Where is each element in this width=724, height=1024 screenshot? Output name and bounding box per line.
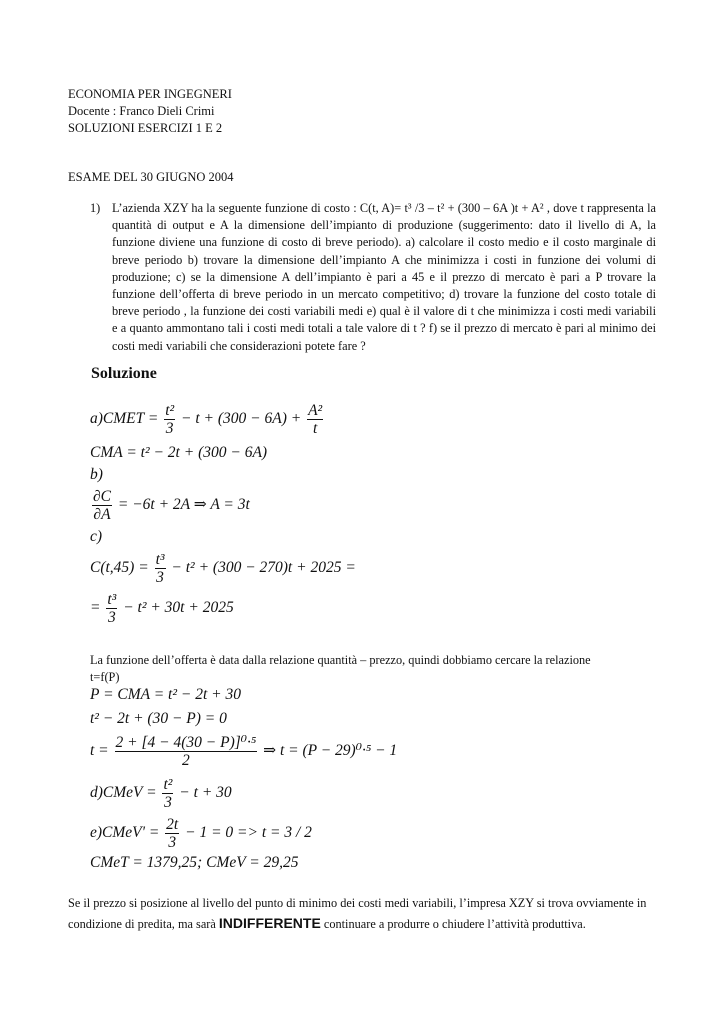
formula-price-eq: P = CMA = t² − 2t + 30: [90, 686, 241, 703]
conclusion-part1: Se il prezzo si posizione al livello del punto di minimo dei costi medi variabili, l’impresa XZY si trova ovviamente in condizione di predita, ma sarà: [68, 896, 647, 931]
frac-num: 2t: [166, 816, 179, 833]
formula-a-mid: − t + (300 − 6A) +: [177, 410, 306, 428]
formula-a-cmet: [90, 402, 325, 437]
question-number: 1): [90, 201, 101, 215]
label-b: b): [90, 466, 103, 483]
course-title: ECONOMIA PER INGEGNERI: [68, 87, 232, 101]
formula-final-values: CMeT = 1379,25; CMeV = 29,25: [90, 854, 299, 871]
formula-d-cmev: [90, 776, 232, 811]
formula-c-cost-line2: [90, 591, 234, 626]
label-c: c): [90, 528, 103, 545]
formula-e-derivative: [90, 816, 312, 851]
frac-den: t: [313, 420, 318, 437]
exam-title: ESAME DEL 30 GIUGNO 2004: [68, 170, 234, 184]
frac-num: t²: [165, 402, 175, 419]
formula-c2-pre: =: [90, 599, 105, 617]
formula-t-pre: t =: [90, 742, 113, 760]
formula-c1-pre: C(t,45) =: [90, 559, 153, 577]
question-1: [90, 200, 656, 355]
formula-t-solution: [90, 734, 397, 769]
formula-d-pre: d)CMeV =: [90, 784, 161, 802]
formula-b-rest: = −6t + 2A ⇒ A = 3t: [114, 496, 250, 514]
frac-num: t³: [155, 551, 165, 568]
formula-e-rest: − 1 = 0 => t = 3 / 2: [181, 824, 312, 842]
formula-a-label: a)CMET =: [90, 410, 163, 428]
formula-cma: CMA = t² − 2t + (300 − 6A): [90, 444, 268, 461]
frac-num: ∂C: [93, 488, 111, 505]
frac-den: ∂A: [93, 506, 111, 523]
question-text: L’azienda XZY ha la seguente funzione di costo : C(t, A)= t³ /3 – t² + (300 – 6A )t + A² , dove t rappresenta la quantità di output e A la dimensione dell’impianto di produzione (suggerimento: dato il livello di A, la funzione diviene una funzione di costo di breve periodo). a) calcolare il costo medio e il costo marginale di breve periodo b) trovare la dimensione dell’impianto A che minimizza i costi in funzione dei volumi di produzione; c) se la dimensione A dell’impianto è pari a 45 e il prezzo di mercato è pari a P trovare la funzione dell’offerta di breve periodo in un mercato competitivo; d) trovare la funzione del costo totale di breve periodo , la funzione dei costi variabili medi e) qual è il valore di t che minimizza i costi medi variabili e a quanto ammontano tali i costi medi totali a tale valore di t ? f) se il prezzo di mercato è pari al minimo dei costi medi variabili che considerazioni potete fare ?: [112, 201, 656, 353]
offer-text-line1: La funzione dell’offerta è data dalla relazione quantità – prezzo, quindi dobbiamo cercare la relazione: [90, 653, 591, 667]
formula-c1-rest: − t² + (300 − 270)t + 2025 =: [167, 559, 356, 577]
frac-num: t³: [107, 591, 117, 608]
instructor-line: Docente : Franco Dieli Crimi: [68, 104, 215, 118]
frac-num: A²: [308, 402, 323, 419]
conclusion-paragraph: [68, 893, 668, 934]
formula-b-derivative: [90, 488, 250, 523]
document-header: [68, 86, 232, 137]
frac-den: 3: [107, 609, 116, 626]
solutions-title: SOLUZIONI ESERCIZI 1 E 2: [68, 121, 223, 135]
conclusion-part2: continuare a produrre o chiudere l’attività produttiva.: [320, 917, 586, 931]
frac-num: t²: [163, 776, 173, 793]
conclusion-emphasis: INDIFFERENTE: [218, 915, 321, 931]
offer-text-line2: t=f(P): [90, 670, 120, 684]
frac-num: 2 + [4 − 4(30 − P)]⁰·⁵: [115, 734, 257, 751]
formula-c2-rest: − t² + 30t + 2025: [119, 599, 234, 617]
frac-den: 3: [156, 569, 164, 586]
formula-c-cost-line1: [90, 551, 356, 586]
frac-den: 2: [182, 752, 190, 769]
frac-den: 3: [165, 420, 174, 437]
formula-quadratic: t² − 2t + (30 − P) = 0: [90, 710, 227, 727]
frac-den: 3: [164, 794, 172, 811]
formula-t-rest: ⇒ t = (P − 29)⁰·⁵ − 1: [259, 742, 398, 760]
formula-d-rest: − t + 30: [175, 784, 232, 802]
solution-heading: Soluzione: [91, 365, 157, 382]
formula-e-pre: e)CMeV' =: [90, 824, 164, 842]
frac-den: 3: [168, 834, 177, 851]
